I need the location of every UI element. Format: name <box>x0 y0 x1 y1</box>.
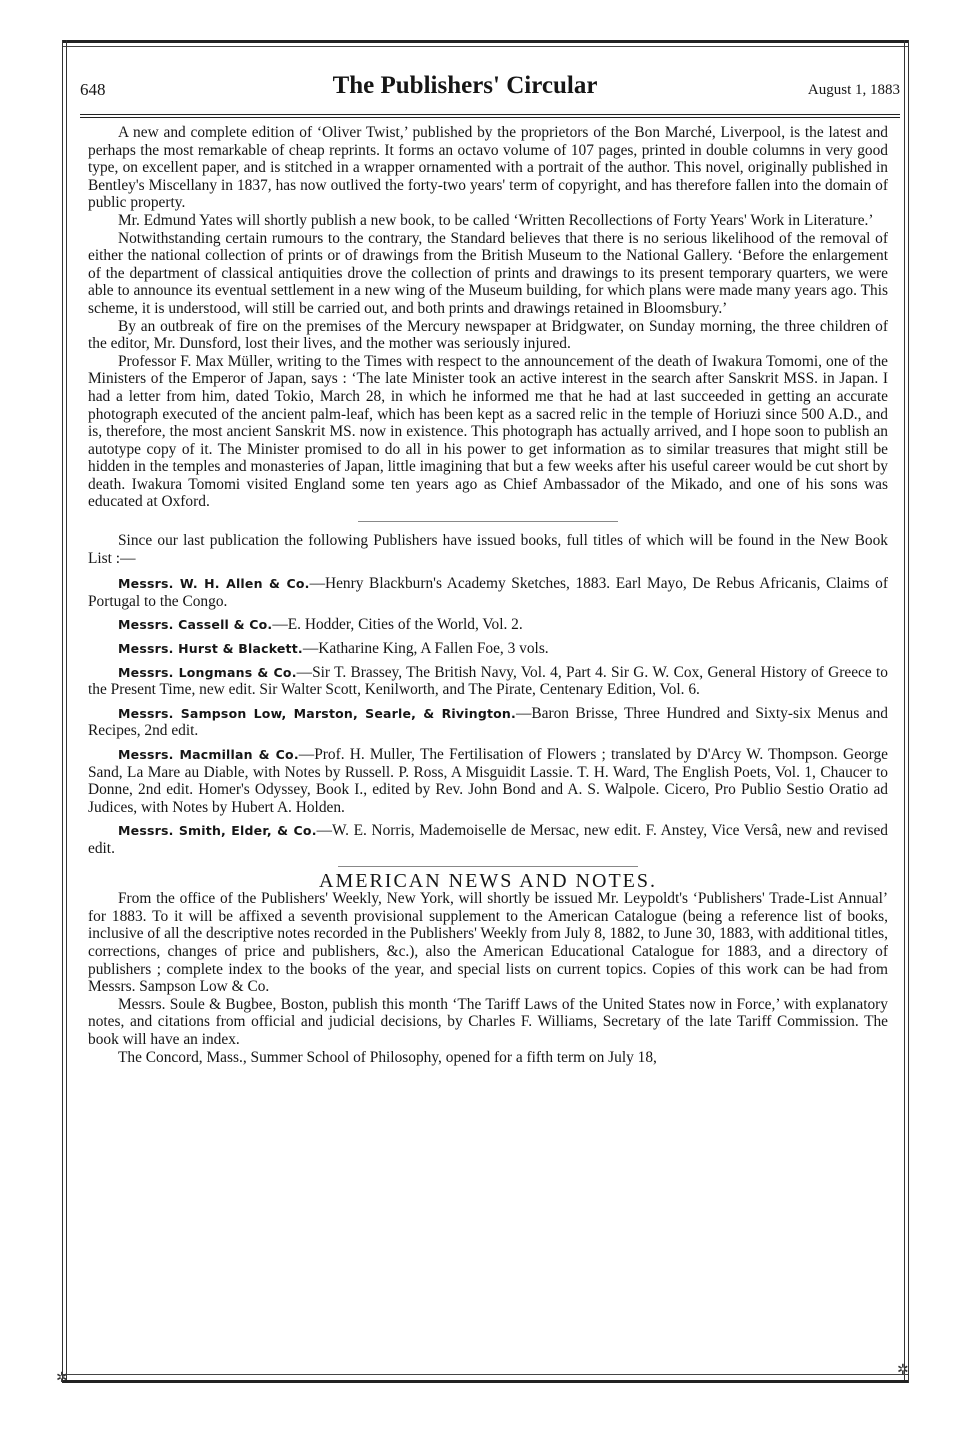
article-paragraph: From the office of the Publishers' Weekly, New York, will shortly be issued Mr. Leypoldt's ‘Publishers' Trade-List Annual’ for 1883. To it will be affixed a seventh provisional supplement to the American Catalogue (being a reference list of books, inclusive of all the descriptive notes recorded in the Publishers' Weekly from July 8, 1882, to June 30, 1883, with additional titles, corrections, changes of price and publishers, &c.), also the American Educational Catalogue for 1883, and a directory of publishers ; complete index to the books of the year, and special lists on current topics. Copies of this work can be had from Messrs. Sampson Low & Co. <box>88 890 888 996</box>
publisher-books: —W. E. Norris, Mademoiselle de Mersac, new edit. F. Anstey, Vice Versâ, new and revised edit. <box>88 822 888 857</box>
article-paragraph: Mr. Edmund Yates will shortly publish a new book, to be called ‘Written Recollections of Forty Years' Work in Literature.’ <box>118 211 874 229</box>
left-border-rule <box>62 40 63 1383</box>
publisher-entry <box>88 640 888 658</box>
corner-ornament-icon: ✲ <box>56 1371 68 1386</box>
publisher-books: —Prof. H. Muller, The Fertilisation of Flowers ; translated by D'Arcy W. Thompson. George Sand, La Mare au Diable, with Notes by Russell. P. Ross, A Misguidit Lassie. T. H. Ward, The English Poets, Vol. 1, Chaucer to Donne, 2nd edit. Homer's Odyssey, Book I., edited by Rev. John Bond and A. S. Walpole. Cicero, Pro Publio Sestio Oratio ad Judices, with Notes by Hubert A. Holden. <box>88 746 888 816</box>
issue-date: August 1, 1883 <box>807 82 900 98</box>
publisher-books: —Baron Brisse, Three Hundred and Sixty-six Menus and Recipes, 2nd edit. <box>88 704 888 740</box>
article-paragraph: Notwithstanding certain rumours to the contrary, the Standard believes that there is no serious likelihood of the removal of either the national collection of prints or of drawings from the British Museum to the National Gallery. ‘Before the enlargement of the department of classical antiquities drove the collection of prints and drawings to its present temporary quarters, we were able to announce its eventual settlement in a new wing of the Museum building, for which plans were made many years ago. This scheme, it is understood, will still be carried out, and both prints and drawings retained in Bloomsbury.’ <box>88 229 888 317</box>
right-border-rule <box>908 40 909 1383</box>
publisher-entry <box>88 705 888 740</box>
header-rule <box>80 114 900 115</box>
publisher-entry <box>88 822 888 857</box>
publications-intro: Since our last publication the following Publishers have issued books, full titles of which will be found in the New Book List :— <box>88 532 888 567</box>
article-paragraph: A new and complete edition of ‘Oliver Twist,’ published by the proprietors of the Bon Marché, Liverpool, is the latest and perhaps the most remarkable of cheap reprints. It forms an octavo volume of 107 pages, printed in double columns in very good type, on excellent paper, and is stitched in a wrapper ornamented with a portrait of the author. This novel, originally published in Bentley's Miscellany in 1837, has now outlived the forty-two years' term of copyright, and has therefore fallen into the domain of public property. <box>88 124 888 212</box>
article-paragraph: Messrs. Soule & Bugbee, Boston, publish this month ‘The Tariff Laws of the United States now in Force,’ with explanatory notes, and citations from official and judicial decisions, by Charles F. Williams, Secretary of the late Tariff Commission. The book will have an index. <box>88 995 888 1048</box>
top-border-rule <box>62 40 908 43</box>
article-paragraph: By an outbreak of fire on the premises of the Mercury newspaper at Bridgwater, on Sunday morning, the three children of the editor, Mr. Dunsford, lost their lives, and the mother was seriously injured. <box>88 317 888 353</box>
article-paragraph: Professor F. Max Müller, writing to the Times with respect to the announcement of the death of Iwakura Tomomi, one of the Ministers of the Emperor of Japan, says : ‘The late Minister took an active interest in the search after Sanskrit MSS. in Japan. I had a letter from him, dated Tokio, March 28, in which he informed me that he had at last succeeded in getting an accurate photograph executed of the ancient palm-leaf, which has been kept as a sacred relic in the temple of Horiuzi since 500 A.D., and is, therefore, the most ancient Sanskrit MS. now in existence. This photograph has actually arrived, and I hope soon to publish an autotype copy of it. The Minister promised to do all in his power to get information as to similar treasures that might still be hidden in the temples and monasteries of Japan, little imagining that but a few weeks after his useful career would be cut short by death. Iwakura Tomomi visited England some ten years ago as Chief Ambassador of the Mikado, and one of his sons was educated at Oxford. <box>88 352 888 511</box>
publisher-firm: Messrs. W. H. Allen & Co. <box>118 576 310 592</box>
publisher-entry <box>88 575 888 610</box>
publisher-firm: Messrs. Smith, Elder, & Co. <box>118 823 317 839</box>
corner-ornament-icon: ✲ <box>897 1363 909 1378</box>
bottom-border-rule <box>62 1380 908 1383</box>
publisher-entry <box>88 746 888 816</box>
left-border-rule-inner <box>66 40 67 1383</box>
publisher-firm: Messrs. Macmillan & Co. <box>118 747 299 762</box>
page-title: The Publishers' Circular <box>332 72 598 99</box>
publisher-entry <box>88 664 888 699</box>
publisher-entry <box>88 616 888 634</box>
publisher-books: —Katharine King, A Fallen Foe, 3 vols. <box>302 640 549 658</box>
publisher-firm: Messrs. Cassell & Co. <box>118 617 273 633</box>
header-rule-double <box>80 117 900 118</box>
publisher-books: —Henry Blackburn's Academy Sketches, 1883. Earl Mayo, De Rebus Africanis, Claims of Portugal to the Congo. <box>88 575 889 610</box>
publisher-firm: Messrs. Hurst & Blackett. <box>118 641 303 657</box>
bottom-border-rule-inner <box>62 1374 908 1375</box>
section-divider <box>338 866 638 867</box>
page-header <box>80 72 900 102</box>
publisher-firm: Messrs. Longmans & Co. <box>118 664 297 680</box>
publisher-firm: Messrs. Sampson Low, Marston, Searle, & Rivington. <box>118 705 516 721</box>
article-paragraph: The Concord, Mass., Summer School of Philosophy, opened for a fifth term on July 18, <box>118 1048 657 1066</box>
right-border-rule-inner <box>904 40 905 1383</box>
section-heading: AMERICAN NEWS AND NOTES. <box>319 869 657 892</box>
section-divider <box>358 521 618 522</box>
top-border-rule-inner <box>62 46 908 47</box>
article-body <box>88 124 888 1066</box>
publisher-books: —Sir T. Brassey, The British Navy, Vol. 4, Part 4. Sir G. W. Cox, General History of Greece to the Present Time, new edit. Sir Walter Scott, Kenilworth, and The Pirate, Centenary Edition, Vol. 6. <box>88 663 889 699</box>
page-number: 648 <box>80 80 106 99</box>
publisher-books: —E. Hodder, Cities of the World, Vol. 2. <box>272 616 523 634</box>
